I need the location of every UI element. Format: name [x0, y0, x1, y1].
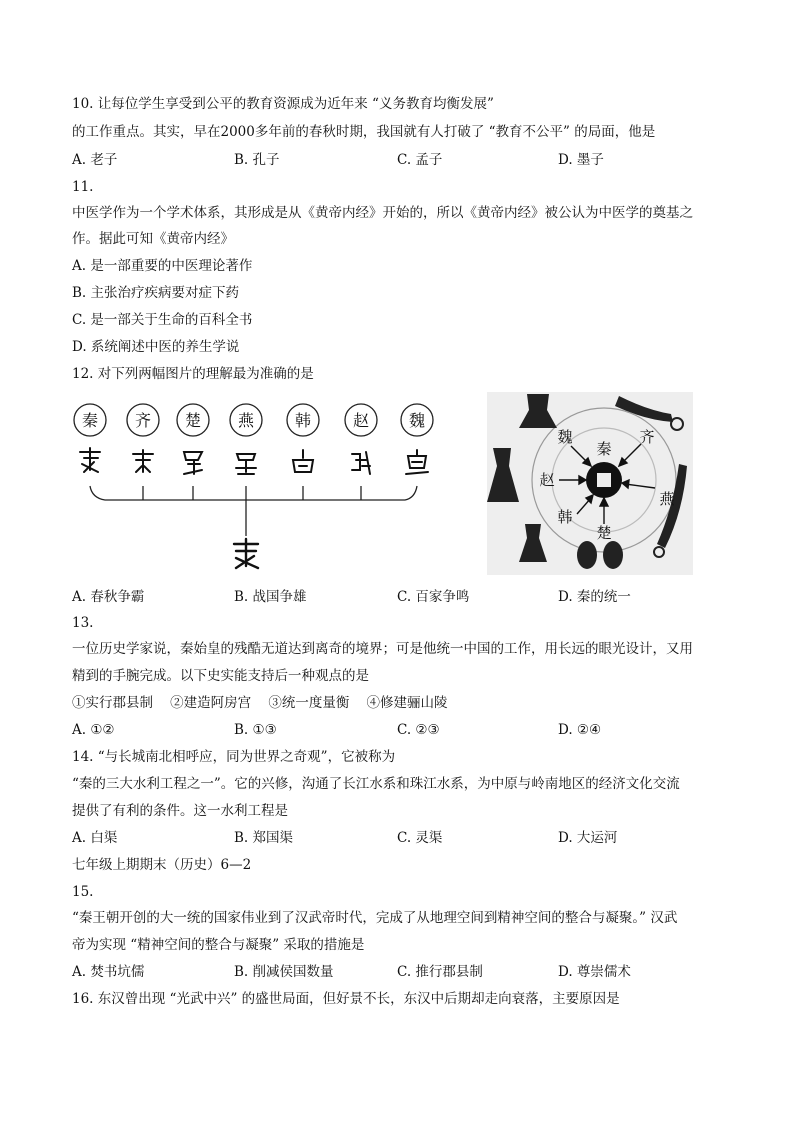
q14-stem-line2: “秦的三大水利工程之一”。它的兴修，沟通了长江水系和珠江水系，为中原与岭南地区的经济文化交流 [72, 776, 680, 792]
q12-figure-coins [487, 392, 693, 575]
q12-option-a: A. 春秋争霸 [72, 589, 145, 605]
q14-option-a: A. 白渠 [72, 830, 118, 846]
q15-options [72, 963, 722, 981]
glyph-qin-icon [80, 448, 100, 472]
q14-option-d: D. 大运河 [558, 830, 618, 846]
q15-stem-line2: 帝为实现 “精神空间的整合与凝聚” 采取的措施是 [72, 937, 365, 953]
q13-option-d: D. ②④ [558, 722, 602, 738]
q14-options [72, 829, 722, 847]
q14-stem-line3: 提供了有利的条件。这一水利工程是 [72, 803, 288, 819]
q15-number: 15. [72, 884, 94, 900]
q15-option-c: C. 推行郡县制 [397, 964, 483, 980]
q12-options [72, 588, 722, 606]
page-footer: 七年级上期期末（历史）6—2 [72, 857, 252, 873]
q10-option-d: D. 墨子 [558, 152, 604, 168]
state-qin: 秦 [81, 411, 99, 430]
q11-option-b: B. 主张治疗疾病要对症下药 [72, 285, 240, 301]
state-qi: 齐 [134, 411, 152, 430]
q13-items: ①实行郡县制 ②建造阿房宫 ③统一度量衡 ④修建骊山陵 [72, 695, 448, 711]
q11-option-d: D. 系统阐述中医的养生学说 [72, 339, 240, 355]
state-zhao: 赵 [352, 411, 370, 430]
glyph-yan-icon [236, 454, 256, 474]
qin-ban-liang-coin-icon [586, 462, 622, 498]
q14-stem-line1: 14. “与长城南北相呼应，同为世界之奇观”，它被称为 [72, 749, 396, 765]
q14-option-b: B. 郑国渠 [234, 830, 294, 846]
ant-nose-coin-icon [577, 541, 597, 569]
coin-label-han: 韩 [557, 508, 573, 526]
glyph-unified-qin-icon [234, 539, 258, 568]
q13-number: 13. [72, 615, 94, 631]
q14-option-c: C. 灵渠 [397, 830, 443, 846]
q12-figure-characters [70, 398, 450, 576]
q10-option-c: C. 孟子 [397, 152, 443, 168]
knife-coin-icon [615, 396, 673, 422]
q15-stem-line1: “秦王朝开创的大一统的国家伟业到了汉武帝时代，完成了从地理空间到精神空间的整合与凝聚。” 汉武 [72, 910, 678, 926]
q12-option-c: C. 百家争鸣 [397, 589, 470, 605]
coin-label-wei: 魏 [557, 428, 573, 446]
q11-option-c: C. 是一部关于生命的百科全书 [72, 312, 253, 328]
q10-stem-line2: 的工作重点。其实，早在2000多年前的春秋时期，我国就有人打破了 “教育不公平” 的局面，他是 [72, 124, 656, 140]
q13-option-c: C. ②③ [397, 722, 440, 738]
state-chu: 楚 [184, 411, 202, 430]
glyph-han-icon [293, 450, 313, 472]
q13-stem-line2: 精到的手腕完成。以下史实能支持后一种观点的是 [72, 668, 369, 684]
q12-option-b: B. 战国争雄 [234, 589, 307, 605]
glyph-wei-icon [406, 450, 428, 474]
q12-stem: 12. 对下列两幅图片的理解最为准确的是 [72, 366, 314, 382]
q10-option-b: B. 孔子 [234, 152, 280, 168]
spade-coin-icon [519, 524, 547, 562]
q10-stem-line1: 10. 让每位学生享受到公平的教育资源成为近年来 “义务教育均衡发展” [72, 96, 494, 112]
q13-option-b: B. ①③ [234, 722, 277, 738]
state-wei: 魏 [408, 411, 426, 430]
q13-options [72, 721, 722, 739]
q12-option-d: D. 秦的统一 [558, 589, 631, 605]
coin-label-zhao: 赵 [539, 471, 555, 489]
q10-options [72, 151, 722, 169]
glyph-chu-icon [184, 452, 202, 474]
q11-number: 11. [72, 179, 94, 195]
glyph-zhao-icon [352, 452, 370, 474]
spade-coin-icon [487, 448, 519, 502]
q15-option-b: B. 削减侯国数量 [234, 964, 334, 980]
glyph-qi-icon [133, 450, 153, 472]
q15-option-a: A. 焚书坑儒 [72, 964, 145, 980]
q10-option-a: A. 老子 [72, 152, 118, 168]
coin-label-chu: 楚 [596, 524, 612, 542]
spade-coin-icon [519, 394, 557, 428]
state-yan: 燕 [237, 411, 255, 430]
q16-stem: 16. 东汉曾出现 “光武中兴” 的盛世局面，但好景不长，东汉中后期却走向衰落，主要原因是 [72, 991, 620, 1007]
q13-option-a: A. ①② [72, 722, 115, 738]
q11-option-a: A. 是一部重要的中医理论著作 [72, 258, 253, 274]
ant-nose-coin-icon [603, 541, 623, 569]
coin-label-qi: 齐 [639, 428, 655, 446]
q11-stem-line2: 作。据此可知《黄帝内经》 [72, 231, 234, 247]
q11-stem-line1: 中医学作为一个学术体系，其形成是从《黄帝内经》开始的，所以《黄帝内经》被公认为中医学的奠基之 [72, 205, 693, 221]
coin-label-center: 秦 [596, 440, 612, 458]
state-han: 韩 [294, 411, 312, 430]
coin-label-yan: 燕 [659, 490, 675, 508]
q15-option-d: D. 尊崇儒术 [558, 964, 631, 980]
q13-stem-line1: 一位历史学家说，秦始皇的残酷无道达到离奇的境界；可是他统一中国的工作，用长远的眼光设计，又用 [72, 641, 693, 657]
